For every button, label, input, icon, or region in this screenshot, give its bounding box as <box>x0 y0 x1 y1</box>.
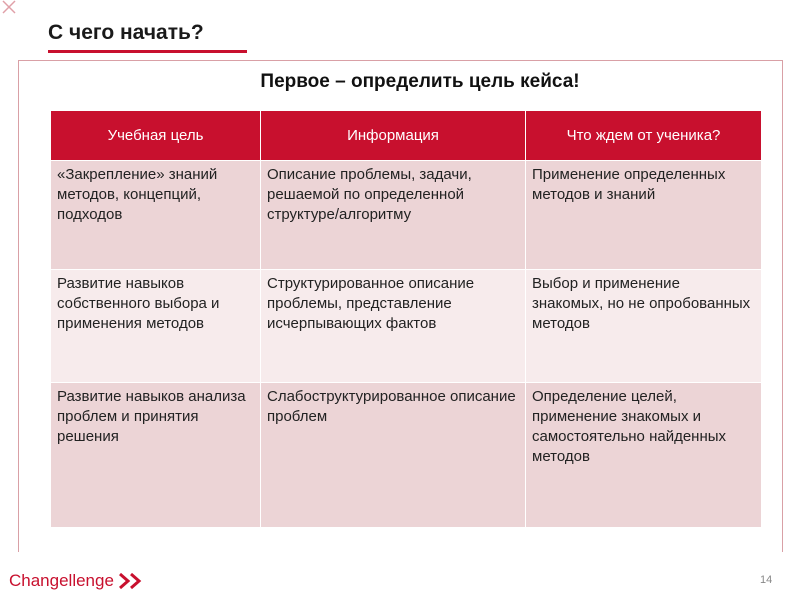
page-number: 14 <box>760 574 773 586</box>
table-cell: Выбор и применение знакомых, но не опробованных методов <box>526 270 762 383</box>
double-chevron-right-icon <box>118 572 144 590</box>
table-row <box>51 383 762 528</box>
header-information: Информация <box>261 111 526 161</box>
frame-line-top <box>18 60 783 61</box>
table-cell: Структурированное описание проблемы, представление исчерпывающих фактов <box>261 270 526 383</box>
table-cell: «Закрепление» знаний методов, концепций, подходов <box>51 161 261 270</box>
table-cell: Развитие навыков собственного выбора и применения методов <box>51 270 261 383</box>
table-cell: Слабоструктурированное описание проблем <box>261 383 526 528</box>
table-header-row <box>51 111 762 161</box>
table-row <box>51 161 762 270</box>
brand-name: Changellenge <box>9 571 114 590</box>
frame-line-right <box>782 60 783 552</box>
table-cell: Определение целей, применение знакомых и самостоятельно найденных методов <box>526 383 762 528</box>
corner-x-icon <box>2 0 16 14</box>
slide-title: С чего начать? <box>48 21 204 44</box>
table-cell: Применение определенных методов и знаний <box>526 161 762 270</box>
header-expected-from-student: Что ждем от ученика? <box>526 111 762 161</box>
table-cell: Описание проблемы, задачи, решаемой по определенной структуре/алгоритму <box>261 161 526 270</box>
goals-table <box>50 110 762 528</box>
frame-line-left <box>18 60 19 552</box>
header-learning-goal: Учебная цель <box>51 111 261 161</box>
table-cell: Развитие навыков анализа проблем и принятия решения <box>51 383 261 528</box>
title-underline <box>48 50 247 53</box>
table-row <box>51 270 762 383</box>
slide-subtitle: Первое – определить цель кейса! <box>260 71 580 92</box>
brand-logo <box>9 571 144 591</box>
